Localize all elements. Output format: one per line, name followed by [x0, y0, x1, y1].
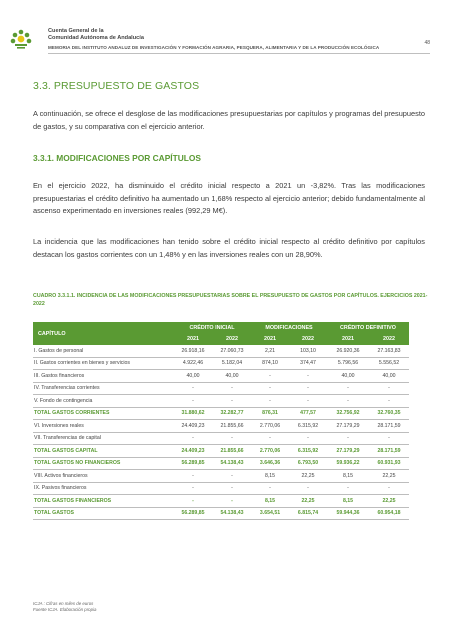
row-label: IV. Transferencias corrientes — [33, 382, 173, 395]
row-label: TOTAL GASTOS FINANCIEROS — [33, 495, 173, 508]
cell-value: - — [327, 432, 369, 445]
year-header: 2021 — [264, 336, 276, 343]
cell-value: - — [213, 395, 251, 408]
cell-value: - — [369, 395, 409, 408]
row-label: VII. Transferencias de capital — [33, 432, 173, 445]
cell-value: 8,15 — [251, 495, 289, 508]
page-number: 48 — [424, 40, 430, 46]
cell-value: - — [289, 382, 327, 395]
cell-value: 22,25 — [369, 470, 409, 483]
cell-value: 8,15 — [327, 495, 369, 508]
cell-value: 8,15 — [327, 470, 369, 483]
cell-value: 27.179,29 — [327, 420, 369, 433]
cell-value: 5.182,04 — [213, 357, 251, 370]
table-notes — [33, 601, 96, 613]
cell-value: - — [369, 482, 409, 495]
cell-value: 40,00 — [173, 370, 213, 383]
cell-value: - — [251, 482, 289, 495]
cell-value: - — [213, 470, 251, 483]
cell-value: 28.171,59 — [369, 420, 409, 433]
org-line1: Cuenta General de la — [48, 28, 104, 34]
cell-value: - — [213, 382, 251, 395]
cell-value: 374,47 — [289, 357, 327, 370]
cell-value: 32.756,92 — [327, 407, 369, 420]
row-label: V. Fondo de contingencia — [33, 395, 173, 408]
cell-value: - — [251, 370, 289, 383]
cell-value: 32.760,35 — [369, 407, 409, 420]
cell-value: 876,31 — [251, 407, 289, 420]
table-total-row — [33, 407, 409, 420]
cell-value: 24.409,23 — [173, 445, 213, 458]
paragraph-1: En el ejercicio 2022, ha disminuido el crédito inicial respecto a 2021 un -3,82%. Tras las modificaciones presupuestarias el crédito definitivo ha aumentado un 1,68% respecto al ejercicio anterior; debido fundamentalmente al ascenso experimentado en inversiones reales (992,29 M€). — [33, 181, 425, 215]
table-row — [33, 482, 409, 495]
table-total-row — [33, 495, 409, 508]
cell-value: 6.315,92 — [289, 445, 327, 458]
section-title: 3.3. PRESUPUESTO DE GASTOS — [33, 80, 200, 92]
cell-value: - — [327, 395, 369, 408]
cell-value: - — [289, 395, 327, 408]
table-row — [33, 370, 409, 383]
page-header — [0, 0, 452, 64]
cell-value: 59.944,36 — [327, 507, 369, 520]
row-label: TOTAL GASTOS CORRIENTES — [33, 407, 173, 420]
row-label: III. Gastos financieros — [33, 370, 173, 383]
table-row — [33, 395, 409, 408]
cell-value: 22,25 — [289, 470, 327, 483]
cell-value: - — [173, 482, 213, 495]
cell-value: 40,00 — [369, 370, 409, 383]
cell-value: - — [173, 495, 213, 508]
col-capitulo: CAPÍTULO — [38, 330, 66, 337]
cell-value: 22,25 — [289, 495, 327, 508]
cell-value: - — [213, 495, 251, 508]
cell-value: - — [289, 370, 327, 383]
table-row — [33, 357, 409, 370]
year-header: 2022 — [226, 336, 238, 343]
cell-value: 5.796,56 — [327, 357, 369, 370]
row-label: IX. Pasivos financieros — [33, 482, 173, 495]
cell-value: 26.918,16 — [173, 345, 213, 357]
cell-value: 2,21 — [251, 345, 289, 357]
year-header: 2022 — [302, 336, 314, 343]
memoria-title: MEMORIA DEL INSTITUTO ANDALUZ DE INVESTIGACIÓN Y FORMACIÓN AGRARIA, PESQUERA, ALIMENTARIA Y DE LA PRODUCCIÓN ECOLÓGICA — [48, 45, 380, 50]
row-label: II. Gastos corrientes en bienes y servicios — [33, 357, 173, 370]
year-header: 2021 — [187, 336, 199, 343]
cell-value: - — [173, 470, 213, 483]
organization-name — [48, 28, 144, 42]
table-caption: CUADRO 3.3.1.1. INCIDENCIA DE LAS MODIFICACIONES PRESUPUESTARIAS SOBRE EL PRESUPUESTO DE GASTOS POR CAPÍTULOS. EJERCICIOS 2021-2022 — [33, 293, 428, 307]
cell-value: 27.060,73 — [213, 345, 251, 357]
row-label: TOTAL GASTOS CAPITAL — [33, 445, 173, 458]
table-row — [33, 420, 409, 433]
note-source: Fuente ICJA. Elaboración propia — [33, 607, 97, 613]
cell-value: 6.793,50 — [289, 457, 327, 470]
cell-value: - — [213, 482, 251, 495]
table-row — [33, 382, 409, 395]
cell-value: 3.654,51 — [251, 507, 289, 520]
row-label: TOTAL GASTOS — [33, 507, 173, 520]
cell-value: - — [213, 432, 251, 445]
cell-value: 2.770,06 — [251, 420, 289, 433]
table-row — [33, 432, 409, 445]
cell-value: - — [369, 432, 409, 445]
cell-value: 21.855,66 — [213, 420, 251, 433]
cell-value: 31.880,62 — [173, 407, 213, 420]
table-row — [33, 345, 409, 357]
cell-value: 103,10 — [289, 345, 327, 357]
cell-value: 40,00 — [213, 370, 251, 383]
cell-value: - — [327, 382, 369, 395]
table-total-row — [33, 507, 409, 520]
cell-value: 27.163,83 — [369, 345, 409, 357]
cell-value: 21.855,66 — [213, 445, 251, 458]
note-units: ICJA : Cifras en miles de euros — [33, 601, 94, 606]
row-label: I. Gastos de personal — [33, 345, 173, 357]
cell-value: 32.282,77 — [213, 407, 251, 420]
cell-value: - — [251, 382, 289, 395]
row-label: TOTAL GASTOS NO FINANCIEROS — [33, 457, 173, 470]
group-credito-definitivo: CRÉDITO DEFINITIVO — [340, 324, 396, 331]
org-line2: Comunidad Autónoma de Andalucía — [48, 35, 144, 41]
cell-value: 56.289,85 — [173, 507, 213, 520]
cell-value: 8,15 — [251, 470, 289, 483]
row-label: VI. Inversiones reales — [33, 420, 173, 433]
intro-paragraph: A continuación, se ofrece el desglose de las modificaciones presupuestarias por capítulos y programas del presupuesto de gastos, y su comparativa con el ejercicio anterior. — [33, 109, 425, 131]
year-header: 2022 — [383, 336, 395, 343]
cell-value: 26.920,36 — [327, 345, 369, 357]
cell-value: 6.815,74 — [289, 507, 327, 520]
paragraph-2: La incidencia que las modificaciones han tenido sobre el crédito inicial respecto al crédito definitivo por capítulos destacan los gastos corrientes con un 1,48% y en las inversiones reales con un 28,90%. — [33, 237, 425, 259]
cell-value: 60.931,93 — [369, 457, 409, 470]
cell-value: 22,25 — [369, 495, 409, 508]
cell-value: 2.770,06 — [251, 445, 289, 458]
cell-value: 24.409,23 — [173, 420, 213, 433]
table-row — [33, 470, 409, 483]
cell-value: 54.138,43 — [213, 457, 251, 470]
cell-value: - — [173, 432, 213, 445]
year-header: 2021 — [342, 336, 354, 343]
cell-value: 56.289,85 — [173, 457, 213, 470]
cell-value: 3.646,36 — [251, 457, 289, 470]
cell-value: - — [251, 432, 289, 445]
cell-value: - — [289, 482, 327, 495]
header-divider — [48, 53, 430, 54]
cell-value: 874,10 — [251, 357, 289, 370]
junta-andalucia-logo-icon — [10, 28, 32, 50]
cell-value: 54.138,43 — [213, 507, 251, 520]
table-total-row — [33, 457, 409, 470]
cell-value: 5.556,52 — [369, 357, 409, 370]
cell-value: - — [369, 382, 409, 395]
cell-value: 4.922,46 — [173, 357, 213, 370]
subsection-title: 3.3.1. MODIFICACIONES POR CAPÍTULOS — [33, 153, 201, 163]
cell-value: - — [251, 395, 289, 408]
budget-table — [33, 322, 409, 520]
cell-value: 477,57 — [289, 407, 327, 420]
group-credito-inicial: CRÉDITO INICIAL — [189, 324, 235, 331]
cell-value: 59.936,22 — [327, 457, 369, 470]
cell-value: - — [327, 482, 369, 495]
row-label: VIII. Activos financieros — [33, 470, 173, 483]
group-modificaciones: MODIFICACIONES — [265, 324, 313, 331]
cell-value: 28.171,59 — [369, 445, 409, 458]
table-total-row — [33, 445, 409, 458]
cell-value: 60.954,18 — [369, 507, 409, 520]
cell-value: - — [173, 382, 213, 395]
cell-value: 6.315,92 — [289, 420, 327, 433]
cell-value: - — [289, 432, 327, 445]
cell-value: 27.179,29 — [327, 445, 369, 458]
table-body — [33, 345, 409, 520]
cell-value: 40,00 — [327, 370, 369, 383]
cell-value: - — [173, 395, 213, 408]
table-header-groups — [33, 322, 409, 334]
